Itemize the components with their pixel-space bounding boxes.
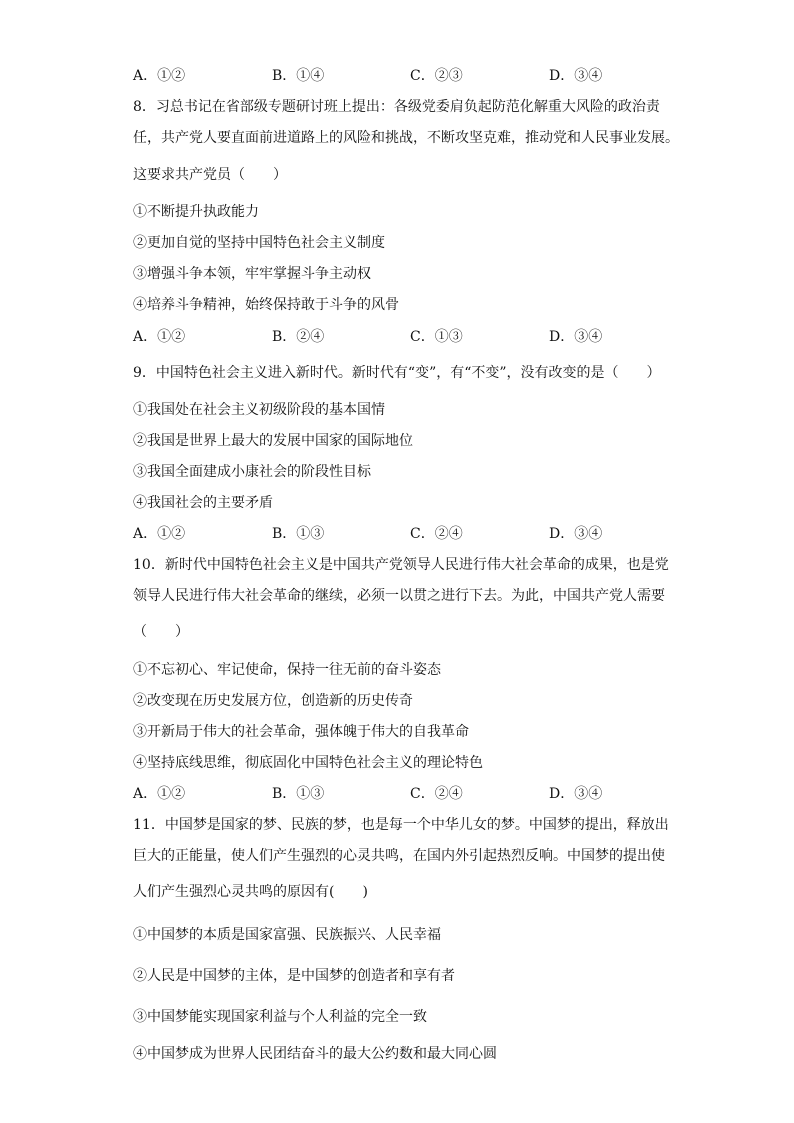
answer-item: ④培养斗争精神，始终保持敢于斗争的风骨 xyxy=(133,297,399,313)
question-stem: 这要求共产党员（ ） xyxy=(133,167,287,183)
option-a: A．①② xyxy=(133,526,186,542)
question-stem: 巨大的正能量，使人们产生强烈的心灵共鸣，在国内外引起热烈反响。中国梦的提出使 xyxy=(133,848,665,864)
option-a: A．①② xyxy=(133,68,186,84)
answer-item: ③增强斗争本领，牢牢掌握斗争主动权 xyxy=(133,266,371,282)
option-d: D．③④ xyxy=(549,526,603,542)
option-d: D．③④ xyxy=(549,786,603,802)
option-c: C．①③ xyxy=(410,329,463,345)
question-stem: 人们产生强烈心灵共鸣的原因有( ) xyxy=(133,884,368,900)
option-a: A．①② xyxy=(133,329,186,345)
question-options xyxy=(133,784,633,804)
answer-item: ④中国梦成为世界人民团结奋斗的最大公约数和最大同心圆 xyxy=(133,1046,497,1062)
question-stem: 11．中国梦是国家的梦、民族的梦，也是每一个中华儿女的梦。中国梦的提出，释放出 xyxy=(133,817,669,833)
question-stem: 8．习总书记在省部级专题研讨班上提出：各级党委肩负起防范化解重大风险的政治责 xyxy=(133,99,660,115)
question-stem: 10．新时代中国特色社会主义是中国共产党领导人民进行伟大社会革命的成果，也是党 xyxy=(133,557,669,573)
option-c: C．②③ xyxy=(410,68,463,84)
option-a: A．①② xyxy=(133,786,186,802)
answer-item: ④坚持底线思维，彻底固化中国特色社会主义的理论特色 xyxy=(133,755,483,771)
question-options xyxy=(133,327,633,347)
option-b: B．①③ xyxy=(272,526,325,542)
answer-item: ①我国处在社会主义初级阶段的基本国情 xyxy=(133,402,385,418)
answer-item: ②更加自觉的坚持中国特色社会主义制度 xyxy=(133,235,385,251)
answer-item: ①中国梦的本质是国家富强、民族振兴、人民幸福 xyxy=(133,927,441,943)
option-b: B．①③ xyxy=(272,786,325,802)
option-d: D．③④ xyxy=(549,68,603,84)
option-b: B．①④ xyxy=(272,68,325,84)
question-stem: （ ） xyxy=(133,624,189,640)
answer-item: ③中国梦能实现国家利益与个人利益的完全一致 xyxy=(133,1009,427,1025)
option-c: C．②④ xyxy=(410,786,463,802)
answer-item: ①不忘初心、牢记使命，保持一往无前的奋斗姿态 xyxy=(133,662,441,678)
answer-item: ②人民是中国梦的主体，是中国梦的创造者和享有者 xyxy=(133,968,455,984)
answer-item: ④我国社会的主要矛盾 xyxy=(133,495,273,511)
question-stem: 9．中国特色社会主义进入新时代。新时代有“变”，有“不变”，没有改变的是（ ） xyxy=(133,365,661,381)
answer-item: ②改变现在历史发展方位，创造新的历史传奇 xyxy=(133,693,413,709)
question-stem: 领导人民进行伟大社会革命的继续，必须一以贯之进行下去。为此，中国共产党人需要 xyxy=(133,588,665,604)
q7-options xyxy=(133,66,633,86)
answer-item: ③开新局于伟大的社会革命，强体魄于伟大的自我革命 xyxy=(133,724,469,740)
option-b: B．②④ xyxy=(272,329,325,345)
question-stem: 任，共产党人要直面前进道路上的风险和挑战，不断攻坚克难，推动党和人民事业发展。 xyxy=(133,130,679,146)
option-c: C．②④ xyxy=(410,526,463,542)
question-options xyxy=(133,524,633,544)
answer-item: ②我国是世界上最大的发展中国家的国际地位 xyxy=(133,433,413,449)
option-d: D．③④ xyxy=(549,329,603,345)
answer-item: ③我国全面建成小康社会的阶段性目标 xyxy=(133,464,371,480)
answer-item: ①不断提升执政能力 xyxy=(133,204,259,220)
